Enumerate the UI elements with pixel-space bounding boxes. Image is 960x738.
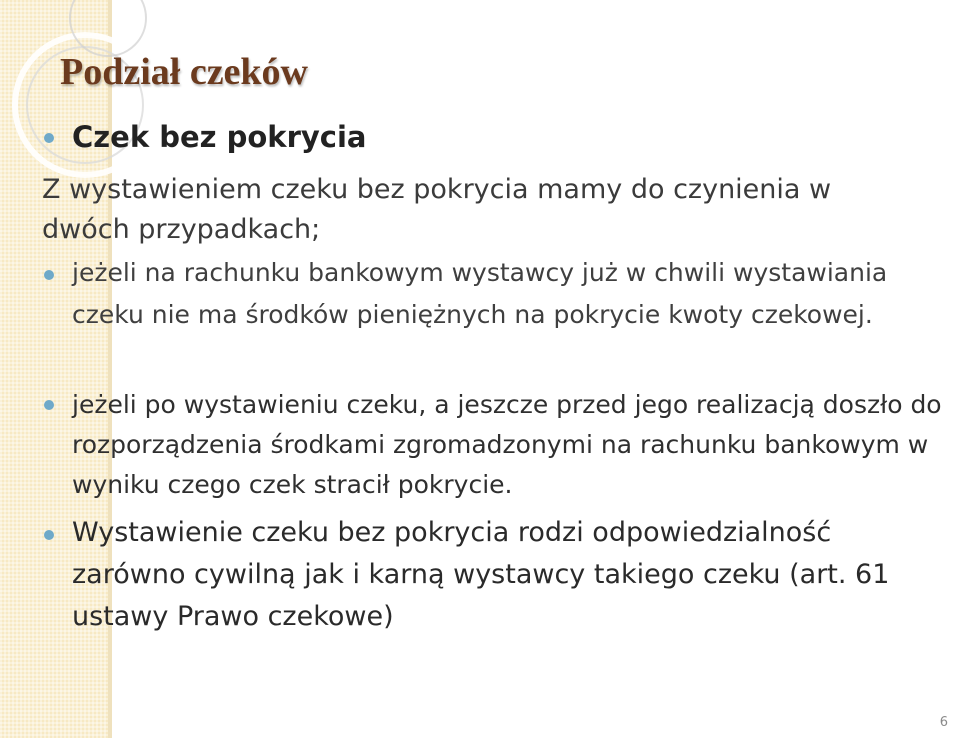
bullet-dot xyxy=(44,270,54,280)
section-heading: Czek bez pokrycia xyxy=(72,120,367,154)
bullet-item-1: jeżeli na rachunku bankowym wystawcy już w chwili wystawiania czeku nie ma środków pieniężnych na pokrycie kwoty czekowej. xyxy=(72,258,888,329)
page-number: 6 xyxy=(939,715,948,730)
bullet-item-2: jeżeli po wystawieniu czeku, a jeszcze przed jego realizacją doszło do rozporządzenia środkami zgromadzonymi na rachunku bankowym w wyniku czego czek stracił pokrycie. xyxy=(72,390,942,499)
slide-title: Podział czeków xyxy=(60,51,309,93)
bullet-dot xyxy=(44,400,54,410)
intro-paragraph: Z wystawieniem czeku bez pokrycia mamy do czynienia w dwóch przypadkach; xyxy=(42,174,832,245)
bullet-item-3: Wystawienie czeku bez pokrycia rodzi odpowiedzialność zarówno cywilną jak i karną wystawcy takiego czeku (art. 61 ustawy Prawo czekowe) xyxy=(72,517,890,632)
bullet-dot xyxy=(44,530,54,540)
bullet-dot xyxy=(44,133,54,143)
